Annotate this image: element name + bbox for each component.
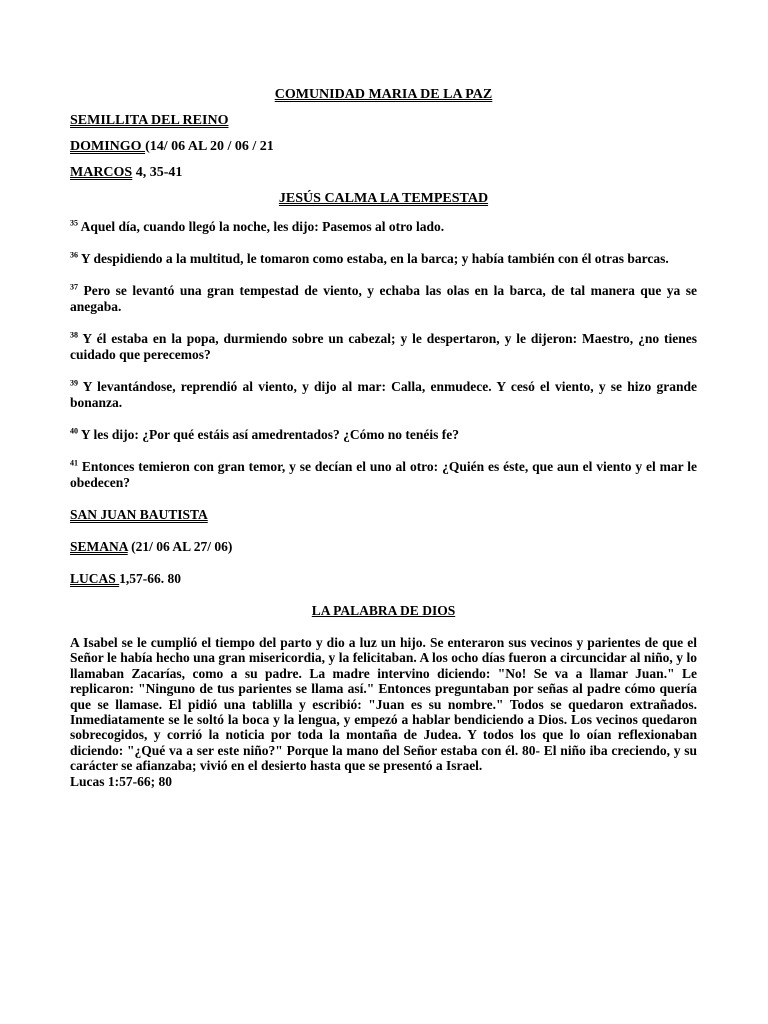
section2-name-text: SAN JUAN BAUTISTA [70, 507, 208, 522]
gospel-ref-marcos: 4, 35-41 [132, 165, 183, 180]
section1-name [70, 113, 697, 129]
verse-number: 37 [70, 282, 78, 292]
verse-36 [70, 251, 697, 267]
verse-number: 41 [70, 458, 78, 468]
verse-text: Entonces temieron con gran temor, y se decían el uno al otro: ¿Quién es éste, que aun el viento y el mar le obedecen? [70, 459, 697, 490]
verse-text: Y él estaba en la popa, durmiendo sobre un cabezal; y le despertaron, y le dijeron: Maestro, ¿no tienes cuidado que perecemos? [70, 331, 697, 362]
day-label: DOMINGO [70, 139, 146, 154]
section2-heading [70, 603, 697, 619]
verse-38 [70, 331, 697, 363]
section2-body [70, 635, 697, 774]
section2-body-text: A Isabel se le cumplió el tiempo del parto y dio a luz un hijo. Se enteraron sus vecinos y parientes de que el Señor le había hecho una gran misericordia, y la felicitaban. A los ocho días fueron a circuncidar al niño, y lo llamaban Zacarías, como a su padre. La madre intervino diciendo: "No! Se va a llamar Juan." Le replicaron: "Ninguno de tus parientes se llama así." Entonces preguntaban por señas al padre cómo quería que se llamase. El pidió una tablilla y escribió: "Juan es su nombre." Todos se quedaron extrañados. Inmediatamente se le soltó la boca y la lengua, y empezó a hablar bendiciendo a Dios. Los vecinos quedaron sobrecogidos, y corrió la noticia por toda la montaña de Judea. Y todos los que lo oían reflexionaban diciendo: "¿Qué va a ser este niño?" Porque la mano del Señor estaba con él. 80- El niño iba creciendo, y su carácter se afianzaba; vivió en el desierto hasta que se presentó a Israel. [70, 635, 697, 774]
section1-name-text: SEMILLITA DEL REINO [70, 113, 229, 128]
section2-week-line [70, 539, 697, 555]
verse-number: 35 [70, 218, 78, 228]
document-title-text: COMUNIDAD MARIA DE LA PAZ [274, 87, 493, 102]
section2-name [70, 507, 697, 523]
section2-reference [70, 774, 697, 789]
gospel-ref-lucas: 1,57-66. 80 [119, 571, 182, 586]
section1-heading [70, 191, 697, 207]
verse-39 [70, 379, 697, 411]
verse-text: Y les dijo: ¿Por qué estáis así amedrentados? ¿Cómo no tenéis fe? [78, 427, 459, 442]
section1-heading-text: JESÚS CALMA LA TEMPESTAD [278, 191, 489, 206]
verse-text: Aquel día, cuando llegó la noche, les dijo: Pasemos al otro lado. [78, 219, 445, 234]
verse-41 [70, 459, 697, 491]
section1-gospel-line [70, 165, 697, 181]
week-value: (21/ 06 AL 27/ 06) [127, 539, 233, 554]
verse-number: 40 [70, 426, 78, 436]
verse-number: 38 [70, 330, 78, 340]
verse-37 [70, 283, 697, 315]
week-label: SEMANA [70, 539, 128, 554]
section1-date-line [70, 139, 697, 155]
document-page [70, 87, 697, 789]
section2-gospel-line [70, 571, 697, 587]
day-value: (14/ 06 AL 20 / 06 / 21 [145, 139, 274, 154]
section2-heading-text: LA PALABRA DE DIOS [311, 603, 456, 618]
section2-reference-text: Lucas 1:57-66; 80 [70, 773, 172, 789]
verse-40 [70, 427, 697, 443]
gospel-label-lucas: LUCAS [70, 571, 120, 586]
verse-35 [70, 219, 697, 235]
gospel-label-marcos: MARCOS [70, 165, 133, 180]
verse-number: 39 [70, 378, 78, 388]
verse-text: Pero se levantó una gran tempestad de viento, y echaba las olas en la barca, de tal manera que ya se anegaba. [70, 283, 697, 314]
verse-text: Y despidiendo a la multitud, le tomaron como estaba, en la barca; y había también con él otras barcas. [78, 251, 669, 266]
document-title [70, 87, 697, 103]
verse-number: 36 [70, 250, 78, 260]
verse-text: Y levantándose, reprendió al viento, y dijo al mar: Calla, enmudece. Y cesó el viento, y se hizo grande bonanza. [70, 379, 697, 410]
